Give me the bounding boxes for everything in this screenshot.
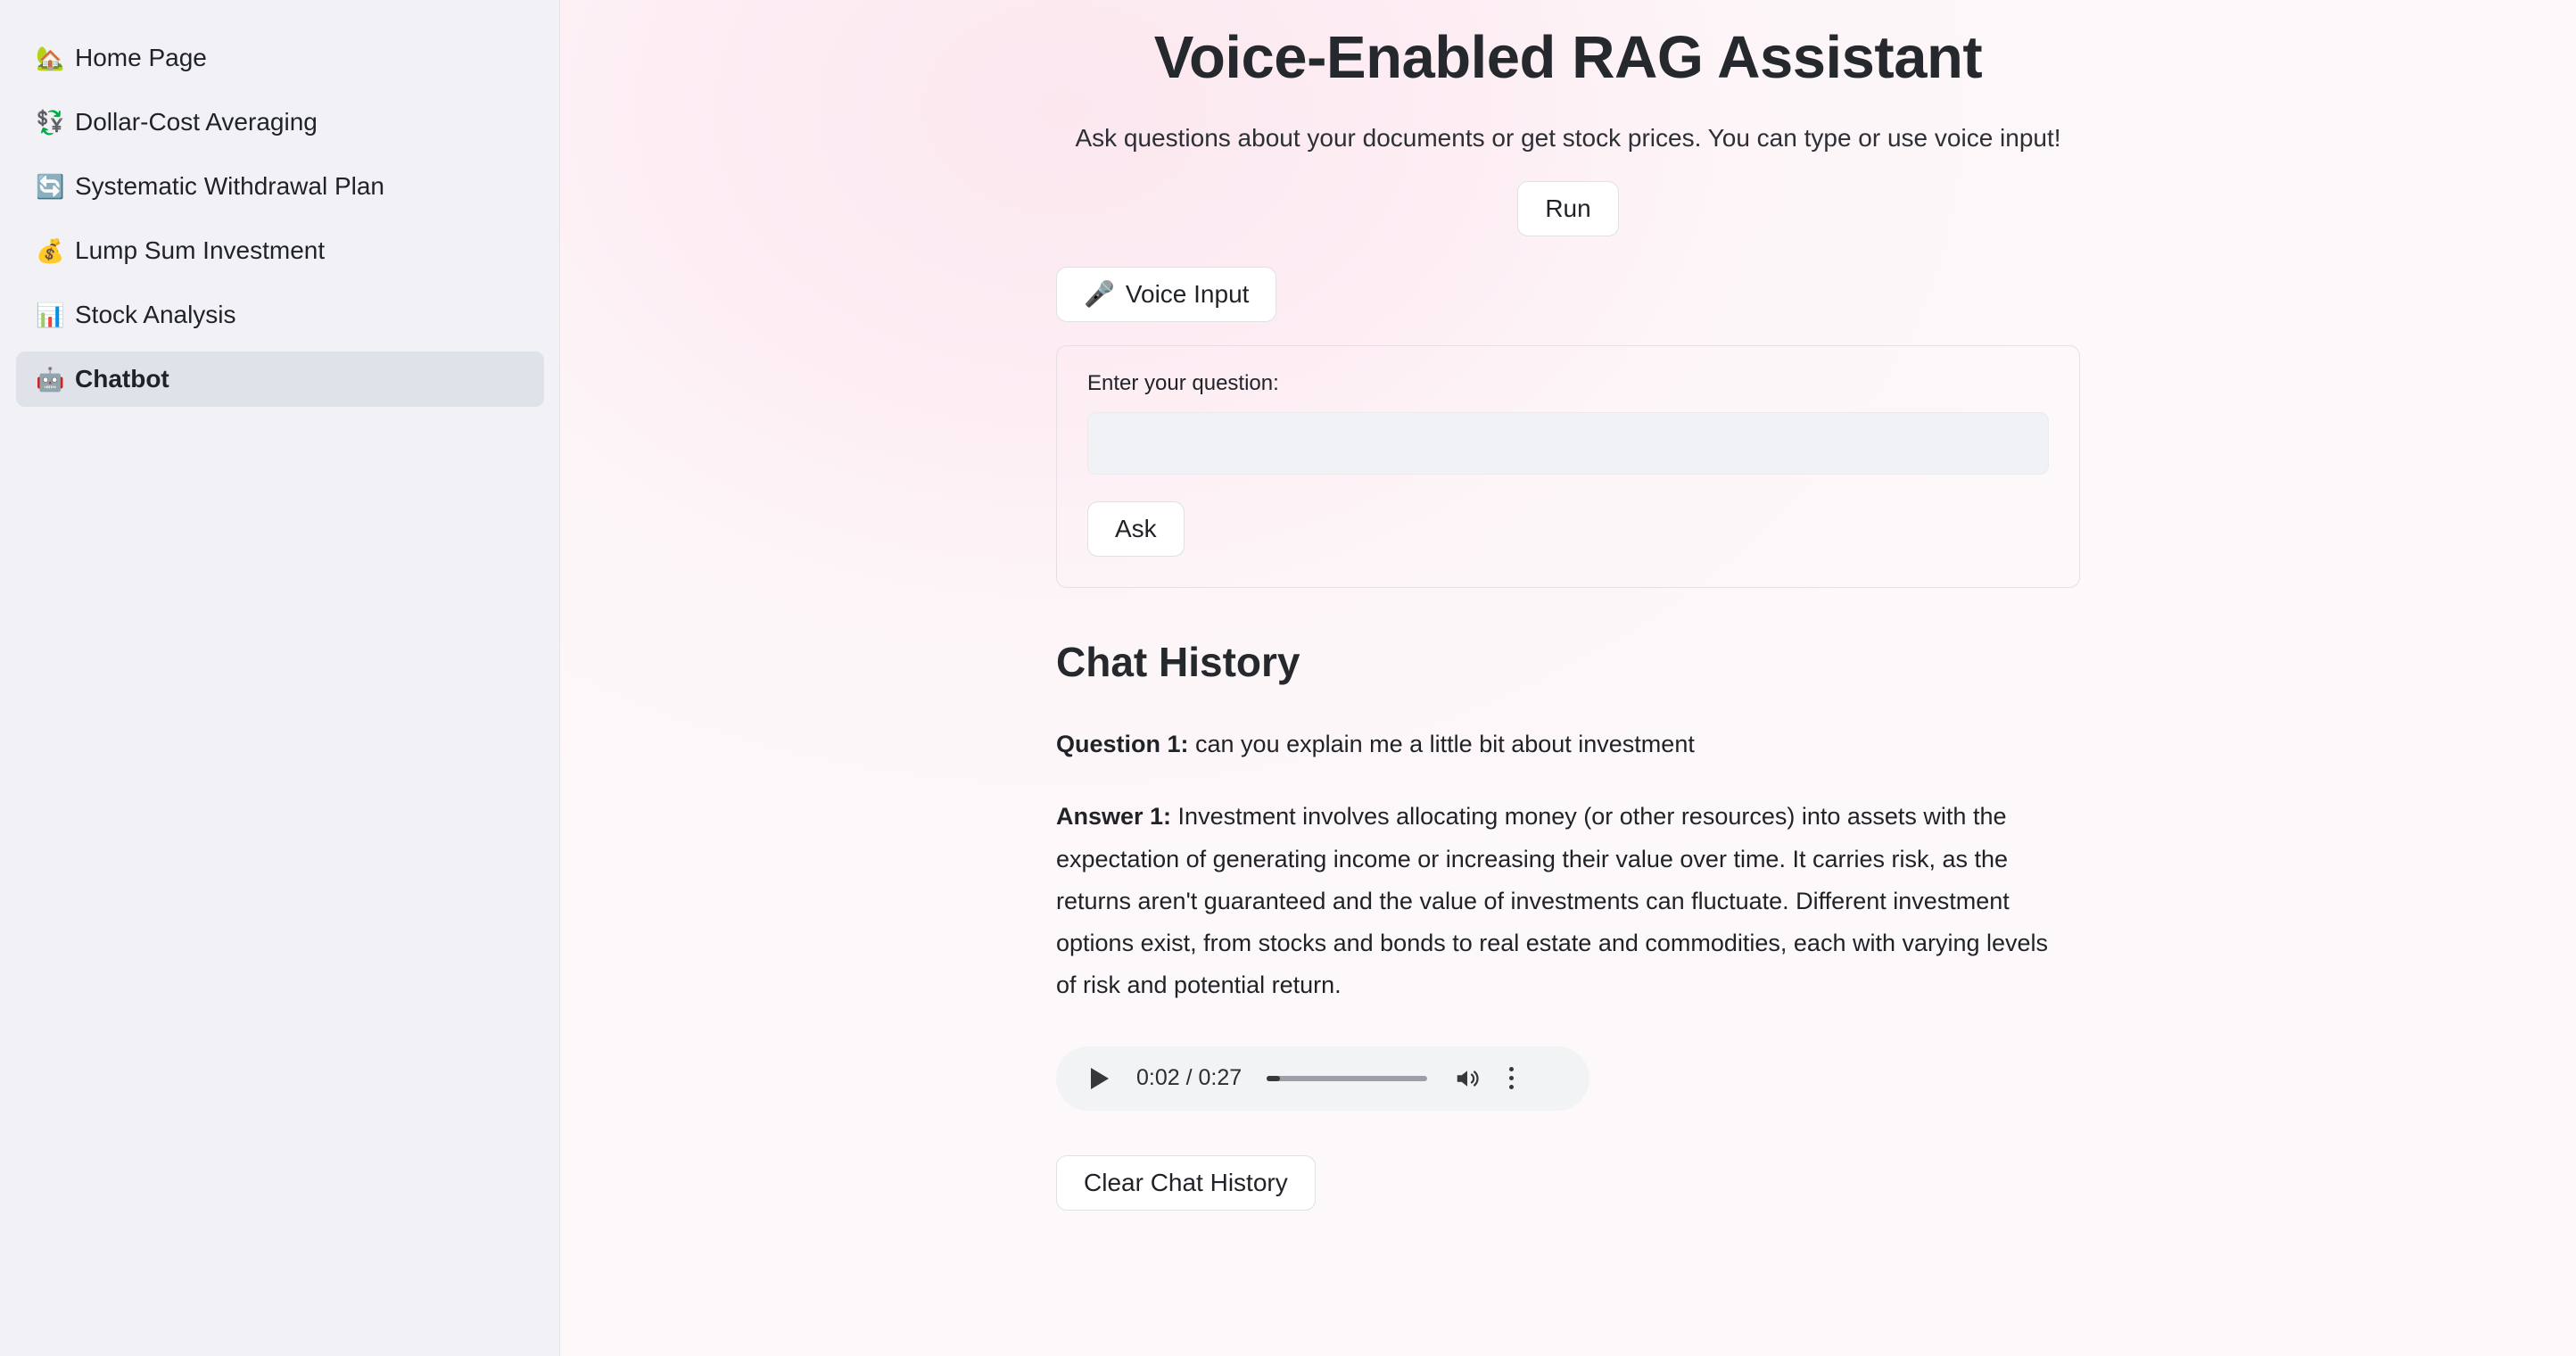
page-subtitle: Ask questions about your documents or get stock prices. You can type or use voice input! [1075, 124, 2061, 152]
voice-input-label: Voice Input [1125, 280, 1250, 308]
audio-play-button[interactable] [1076, 1056, 1120, 1101]
chat-history-heading: Chat History [1056, 639, 1300, 685]
audio-progress-fill [1267, 1076, 1279, 1081]
bar-chart-icon: 📊 [36, 302, 65, 328]
sidebar-item-label: Chatbot [75, 365, 169, 393]
chat-answer-text: Investment involves allocating money (or other resources) into assets with the expectation of generating income or increasing their value over time. It carries risk, as the returns aren't guaranteed and the value of investments can fluctuate. Different investment options exist, from stocks and bonds to real estate and commodities, each with varying levels of risk and potential return. [1056, 803, 2049, 999]
sidebar-item-systematic-withdrawal-plan[interactable] [16, 159, 544, 214]
question-card [1056, 345, 2080, 588]
sidebar-item-chatbot[interactable] [16, 351, 544, 407]
sidebar-item-label: Stock Analysis [75, 301, 236, 328]
ask-button-row [1087, 501, 2049, 557]
robot-icon: 🤖 [36, 366, 65, 393]
menu-dot [1509, 1085, 1514, 1089]
audio-progress-slider[interactable] [1267, 1076, 1427, 1081]
sidebar-item-lump-sum-investment[interactable] [16, 223, 544, 278]
ask-button[interactable]: Ask [1087, 501, 1185, 557]
money-bag-icon: 💰 [36, 237, 65, 264]
question-input[interactable] [1087, 412, 2049, 475]
clear-chat-history-button[interactable]: Clear Chat History [1056, 1155, 1316, 1211]
house-icon: 🏡 [36, 45, 65, 71]
voice-input-button[interactable] [1056, 267, 1276, 322]
chat-answer-label: Answer 1: [1056, 803, 1172, 831]
voice-button-row [1056, 267, 2080, 322]
recycle-icon: 🔄 [36, 173, 65, 200]
question-input-label: Enter your question: [1087, 371, 1279, 395]
audio-overflow-menu-icon[interactable] [1499, 1062, 1524, 1095]
run-button-row [1056, 181, 2080, 236]
menu-dot [1509, 1076, 1514, 1080]
sidebar-item-label: Systematic Withdrawal Plan [75, 172, 385, 200]
run-button[interactable]: Run [1517, 181, 1618, 236]
chat-question [1056, 723, 2068, 765]
volume-icon[interactable] [1452, 1065, 1482, 1092]
currency-exchange-icon: 💱 [36, 109, 65, 136]
sidebar-item-stock-analysis[interactable] [16, 287, 544, 343]
audio-time-display: 0:02 / 0:27 [1136, 1065, 1243, 1090]
sidebar [0, 0, 560, 1356]
main-content [560, 0, 2576, 1356]
sidebar-item-home-page[interactable] [16, 30, 544, 86]
chat-answer [1056, 796, 2068, 1006]
sidebar-item-dollar-cost-averaging[interactable] [16, 95, 544, 150]
sidebar-item-label: Dollar-Cost Averaging [75, 108, 318, 136]
sidebar-item-label: Lump Sum Investment [75, 236, 326, 264]
sidebar-item-label: Home Page [75, 44, 207, 71]
chat-question-text: can you explain me a little bit about investment [1188, 731, 1695, 757]
menu-dot [1509, 1067, 1514, 1071]
chat-question-label: Question 1: [1056, 731, 1189, 757]
audio-player[interactable] [1056, 1046, 1589, 1111]
play-icon [1091, 1068, 1109, 1089]
page-title: Voice-Enabled RAG Assistant [1153, 24, 1983, 91]
content-column [1056, 0, 2080, 1211]
microphone-icon: 🎤 [1084, 280, 1115, 308]
